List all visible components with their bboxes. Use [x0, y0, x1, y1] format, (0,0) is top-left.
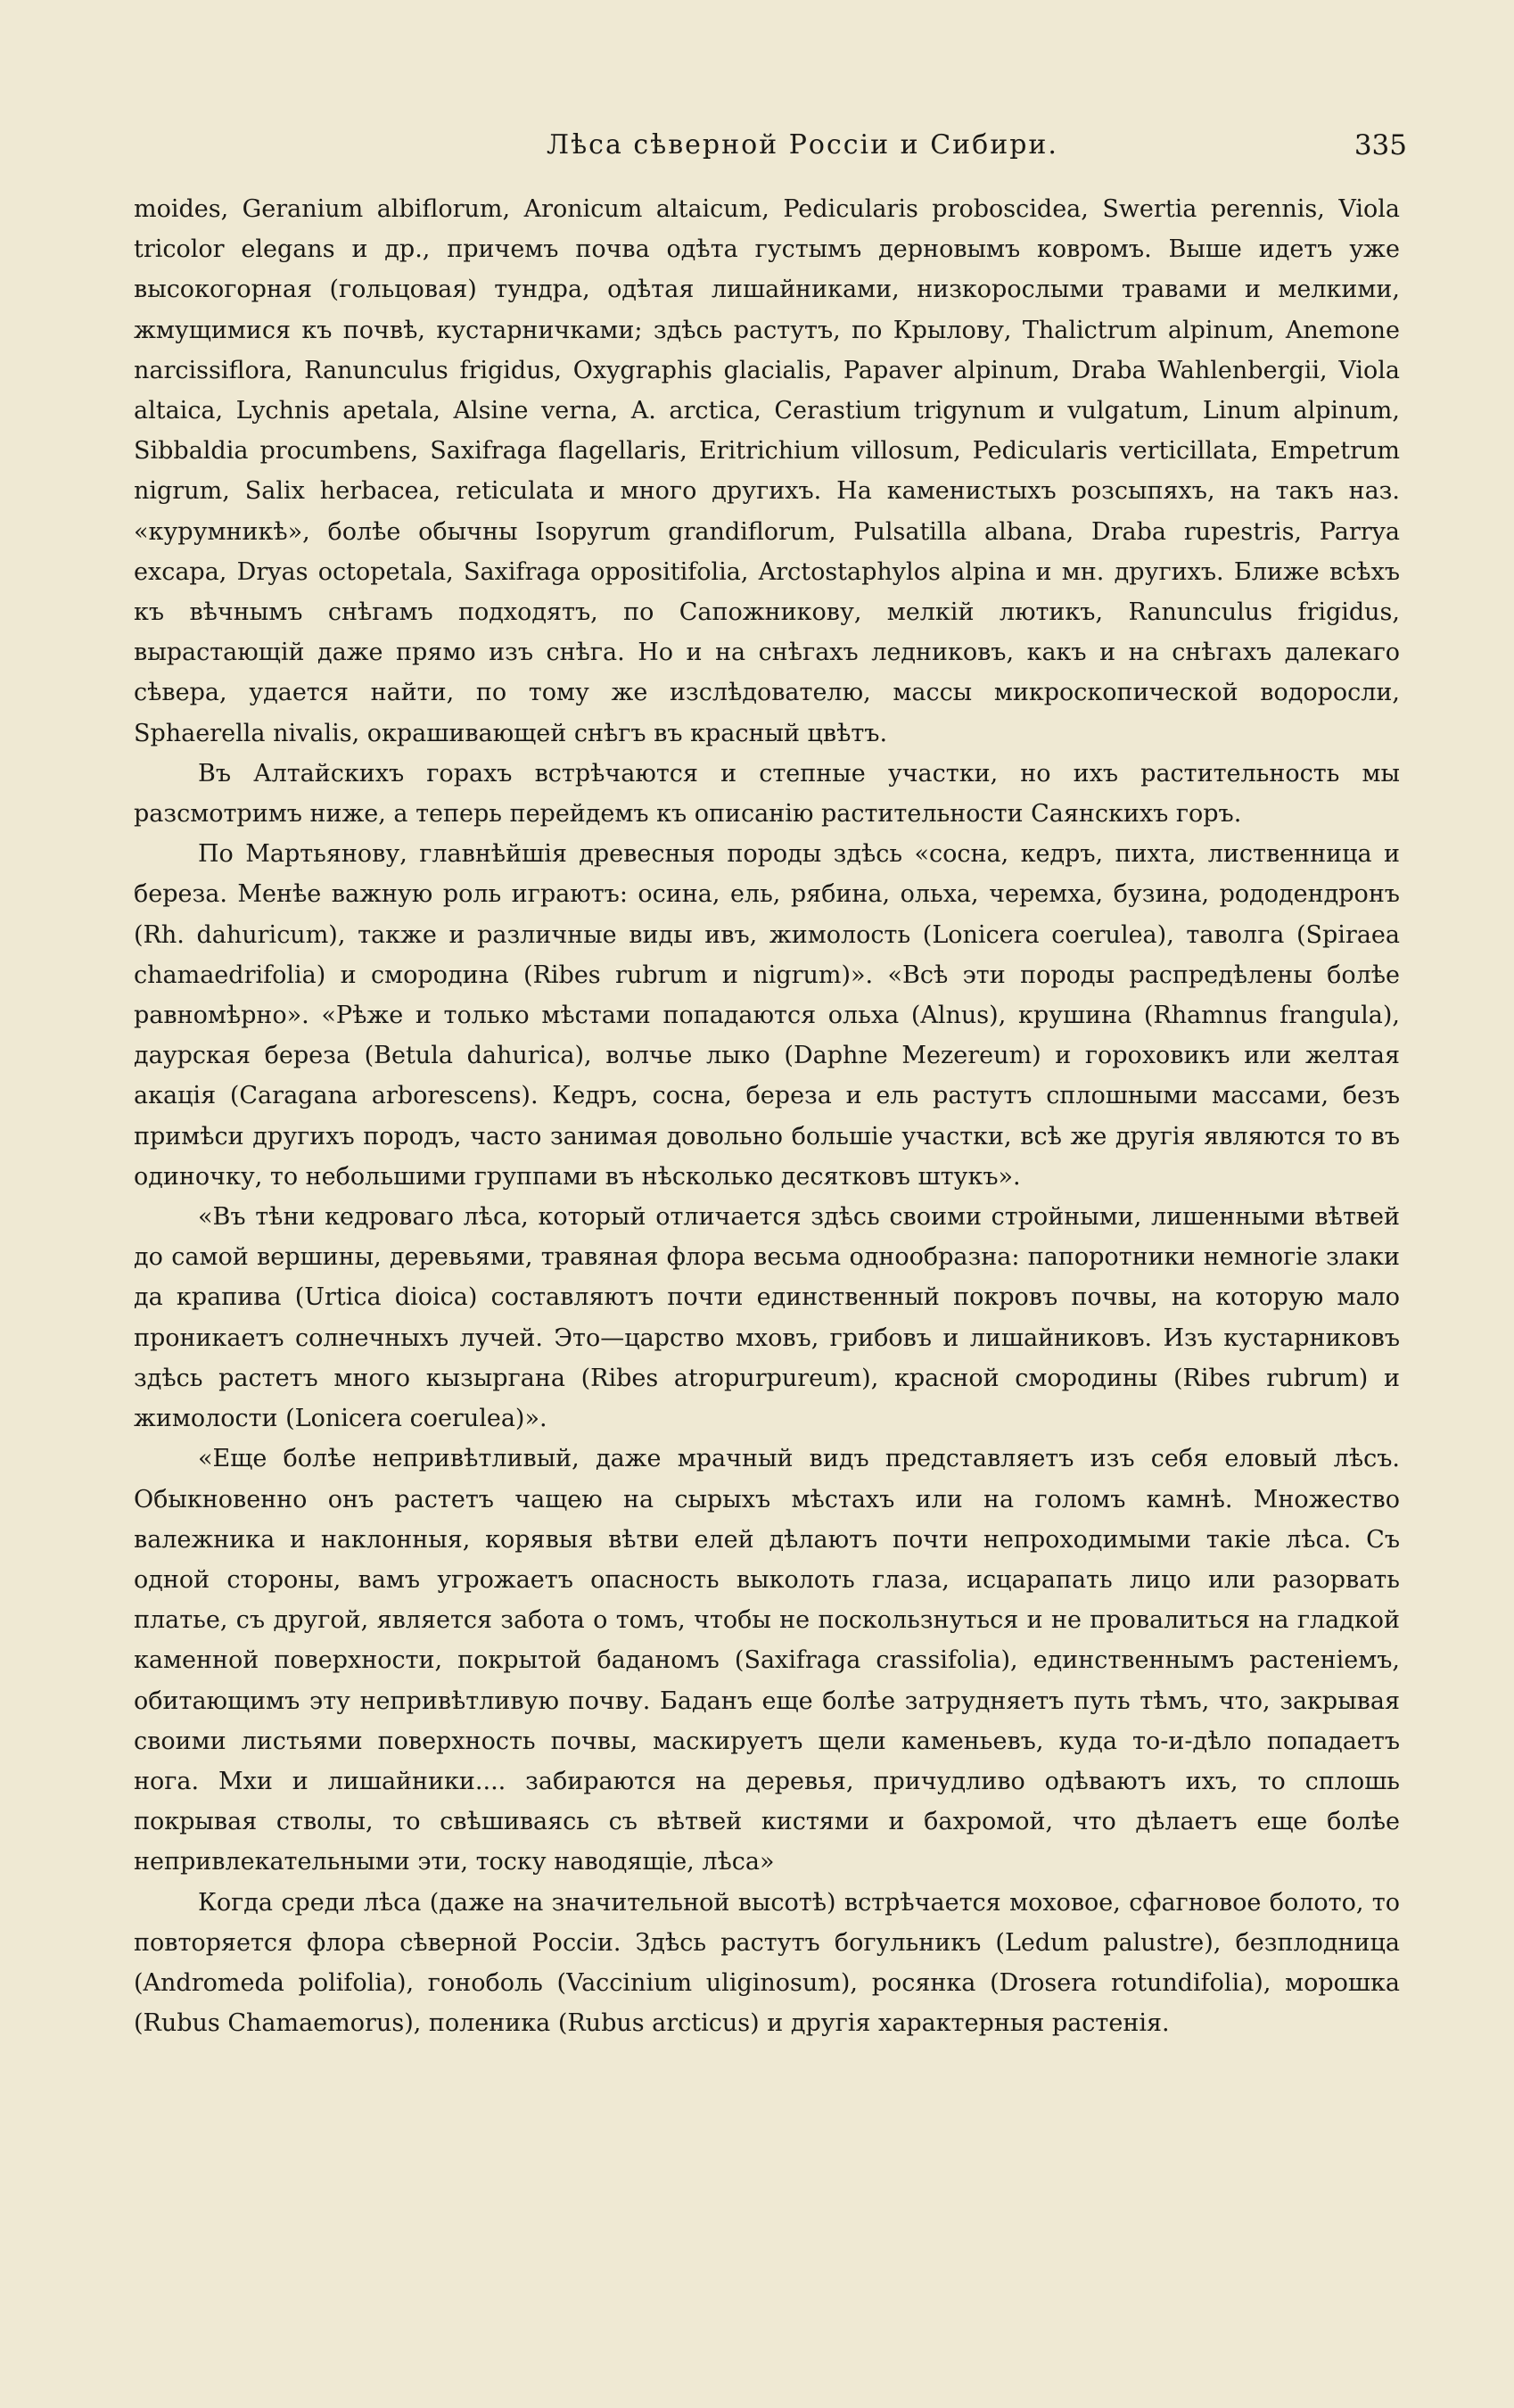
paragraph: По Мартьянову, главнѣйшія древесныя породы здѣсь «сосна, кедръ, пихта, лиственница и береза. Менѣе важную роль играютъ: осина, ель, рябина, ольха, черемха, бузина, рододендронъ (Rh. dahuricum), также и различные виды ивъ, жимолость (Lonicera coerulea), таволга (Spiraea chamaedrifolia) и смородина (Ribes rubrum и nigrum)». «Всѣ эти породы распредѣлены болѣе равномѣрно». «Рѣже и только мѣстами попадаются ольха (Alnus), крушина (Rhamnus frangula), даурская береза (Betula dahurica), волчье лыко (Daphne Mezereum) и гороховикъ или желтая акація (Caragana arborescens). Кедръ, сосна, береза и ель растутъ сплошными массами, безъ примѣси другихъ породъ, часто занимая довольно большіе участки, всѣ же другія являются то въ одиночку, то небольшими группами въ нѣсколько десятковъ штукъ».: [134, 840, 1400, 1191]
paragraph: Когда среди лѣса (даже на значительной высотѣ) встрѣчается моховое, сфагновое болото, то повторяется флора сѣверной Россіи. Здѣсь растутъ богульникъ (Ledum palustre), безплодница (Andromeda polifolia), гоноболь (Vaccinium uliginosum), росянка (Drosera rotundifolia), морошка (Rubus Chamaemorus), поленика (Rubus arcticus) и другія характерныя растенія.: [134, 1888, 1400, 2038]
paragraph: Въ Алтайскихъ горахъ встрѣчаются и степные участки, но ихъ растительность мы разсмотримъ ниже, а теперь перейдемъ къ описанію растительности Саянскихъ горъ.: [134, 759, 1400, 829]
page-number: 335: [1354, 129, 1407, 161]
running-title: Лѣса сѣверной Россіи и Сибири.: [547, 129, 1058, 161]
running-head: [198, 123, 1407, 168]
body-text: [134, 189, 1400, 2043]
paragraph: «Въ тѣни кедроваго лѣса, который отличается здѣсь своими стройными, лишенными вѣтвей до самой вершины, деревьями, травяная флора весьма однообразна: папоротники немногіе злаки да крапива (Urtica dioica) составляютъ почти единственный покровъ почвы, на которую мало проникаетъ солнечныхъ лучей. Это—царство мховъ, грибовъ и лишайниковъ. Изъ кустарниковъ здѣсь растетъ много кызыргана (Ribes atropurpureum), красной смородины (Ribes rubrum) и жимолости (Lonicera coerulea)».: [134, 1203, 1400, 1433]
paragraph: moides, Geranium albiflorum, Aronicum altaicum, Pedicularis proboscidea, Swertia perennis, Viola tricolor elegans и др., причемъ почва одѣта густымъ дерновымъ ковромъ. Выше идетъ уже высокогорная (гольцовая) тундра, одѣтая лишайниками, низкорослыми травами и мелкими, жмущимися къ почвѣ, кустарничками; здѣсь растутъ, по Крылову, Thalictrum alpinum, Anemone narcissiflora, Ranunculus frigidus, Oxygraphis glacialis, Papaver alpinum, Draba Wahlenbergii, Viola altaica, Lychnis apetala, Alsine verna, A. arctica, Cerastium trigynum и vulgatum, Linum alpinum, Sibbaldia procumbens, Saxifraga flagellaris, Eritrichium villosum, Pedicularis verticillata, Empetrum nigrum, Salix herbacea, reticulata и много другихъ. На каменистыхъ розсыпяхъ, на такъ наз. «курумникѣ», болѣе обычны Isopyrum grandiflorum, Pulsatilla albana, Draba rupestris, Parrya excapa, Dryas octopetala, Saxifraga oppositifolia, Arctostaphylos alpina и мн. другихъ. Ближе всѣхъ къ вѣчнымъ снѣгамъ подходятъ, по Сапожникову, мелкій лютикъ, Ranunculus frigidus, вырастающій даже прямо изъ снѣга. Но и на снѣгахъ ледниковъ, какъ и на снѣгахъ далекаго сѣвера, удается найти, по тому же изслѣдователю, массы микроскопической водоросли, Sphaerella nivalis, окрашивающей снѣгъ въ красный цвѣтъ.: [134, 195, 1400, 747]
paragraph: «Еще болѣе непривѣтливый, даже мрачный видъ представляетъ изъ себя еловый лѣсъ. Обыкновенно онъ растетъ чащею на сырыхъ мѣстахъ или на голомъ камнѣ. Множество валежника и наклонныя, корявыя вѣтви елей дѣлаютъ почти непроходимыми такіе лѣса. Съ одной стороны, вамъ угрожаетъ опасность выколоть глаза, исцарапать лицо или разорвать платье, съ другой, является забота о томъ, чтобы не поскользнуться и не провалиться на гладкой каменной поверхности, покрытой баданомъ (Saxifraga crassifolia), единственнымъ растеніемъ, обитающимъ эту непривѣтливую почву. Баданъ еще болѣе затрудняетъ путь тѣмъ, что, закрывая своими листьями поверхность почвы, маскируетъ щели каменьевъ, куда то-и-дѣло попадаетъ нога. Мхи и лишайники.... забираются на деревья, причудливо одѣваютъ ихъ, то сплошь покрывая стволы, то свѣшиваясь съ вѣтвей кистями и бахромой, что дѣлаетъ еще болѣе непривлекательными эти, тоску наводящіе, лѣса»: [134, 1445, 1400, 1876]
